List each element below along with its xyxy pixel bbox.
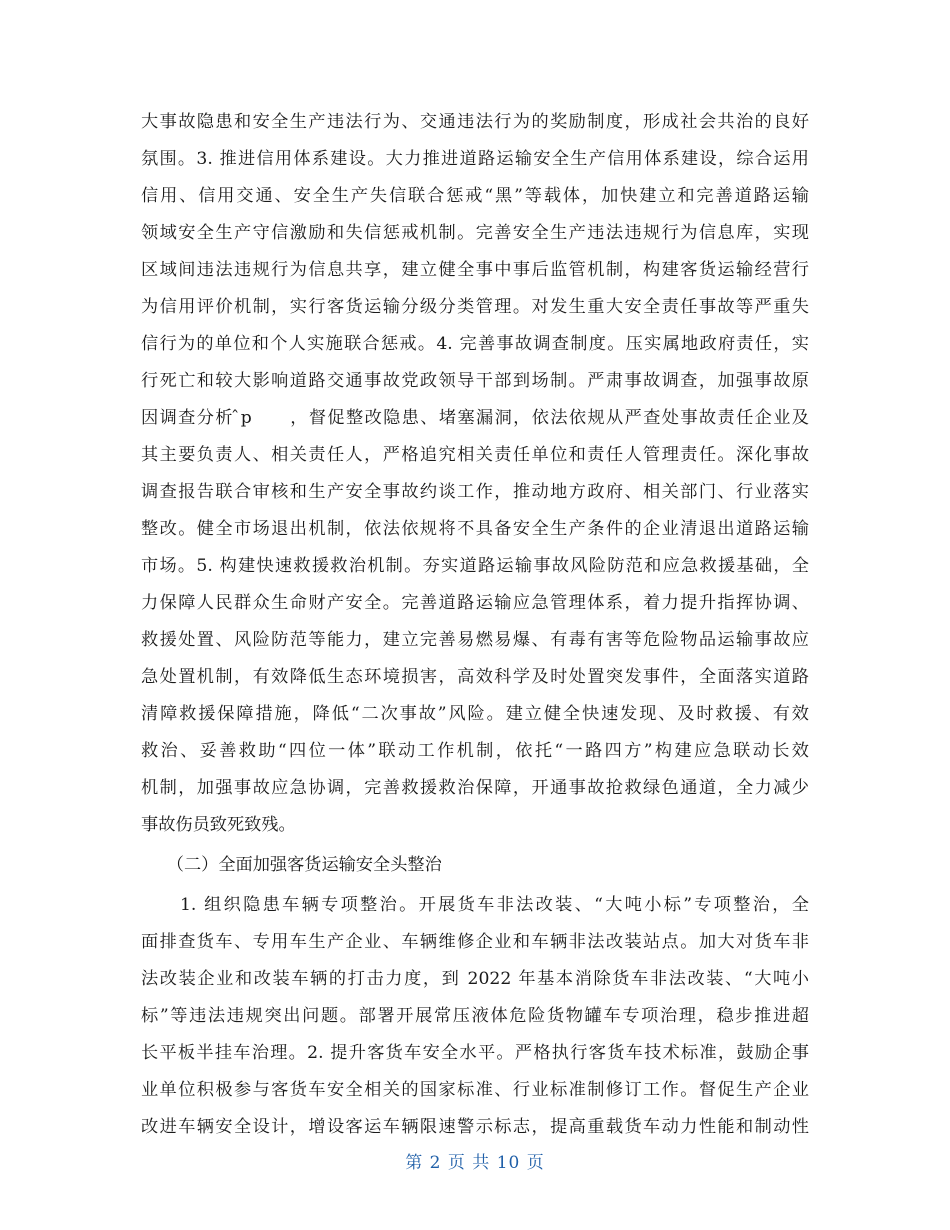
text-line: 氛围。3. 推进信用体系建设。大力推进道路运输安全生产信用体系建设，综合运用 — [141, 149, 809, 169]
text-line: 信行为的单位和个人实施联合惩戒。4. 完善事故调查制度。压实属地政府责任，实 — [141, 334, 809, 354]
text-line: 救治、妥善救助“四位一体”联动工作机制，依托“一路四方”构建应急联动长效 — [141, 741, 809, 761]
text-line: 1. 组织隐患车辆专项整治。开展货车非法改装、“大吨小标”专项整治，全 — [141, 895, 809, 915]
text-line: 区域间违法违规行为信息共享，建立健全事中事后监管机制，构建客货运输经营行 — [141, 260, 809, 280]
text-line: 信用、信用交通、安全生产失信联合惩戒“黑”等载体，加快建立和完善道路运输 — [141, 186, 809, 206]
text-line: 长平板半挂车治理。2. 提升客货车安全水平。严格执行客货车技术标准，鼓励企事 — [141, 1043, 809, 1063]
text-line: 调查报告联合审核和生产安全事故约谈工作，推动地方政府、相关部门、行业落实 — [141, 482, 809, 502]
text-line: 因调查分析 ̂p ，督促整改隐患、堵塞漏洞，依法依规从严查处事故责任企业及 — [141, 408, 809, 428]
text-line: 机制，加强事故应急协调，完善救援救治保障，开通事故抢救绿色通道，全力减少 — [141, 778, 809, 798]
section-heading: （二）全面加强客货运输安全头整治 — [141, 855, 442, 875]
text-line: 其主要负责人、相关责任人，严格追究相关责任单位和责任人管理责任。深化事故 — [141, 445, 809, 465]
text-line: 清障救援保障措施，降低“二次事故”风险。建立健全快速发现、及时救援、有效 — [141, 704, 809, 724]
text-line: 事故伤员致死致残。 — [141, 815, 296, 835]
text-line: 面排查货车、专用车生产企业、车辆维修企业和车辆非法改装站点。加大对货车非 — [141, 932, 809, 952]
text-line: 救援处置、风险防范等能力，建立完善易燃易爆、有毒有害等危险物品运输事故应 — [141, 630, 809, 650]
text-line: 整改。健全市场退出机制，依法依规将不具备安全生产条件的企业清退出道路运输 — [141, 519, 809, 539]
text-line: 领域安全生产守信激励和失信惩戒机制。完善安全生产违法违规行为信息库，实现 — [141, 223, 809, 243]
page-footer — [0, 1148, 950, 1173]
text-line: 行死亡和较大影响道路交通事故党政领导干部到场制。严肃事故调查，加强事故原 — [141, 371, 809, 391]
text-line: 法改装企业和改装车辆的打击力度，到 2022 年基本消除货车非法改装、“大吨小 — [141, 969, 809, 989]
text-line: 业单位积极参与客货车安全相关的国家标准、行业标准制修订工作。督促生产企业 — [141, 1080, 809, 1100]
text-line: 改进车辆安全设计，增设客运车辆限速警示标志，提高重载货车动力性能和制动性 — [141, 1117, 809, 1137]
text-line: 为信用评价机制，实行客货运输分级分类管理。对发生重大安全责任事故等严重失 — [141, 297, 809, 317]
text-line: 标”等违法违规突出问题。部署开展常压液体危险货物罐车专项治理，稳步推进超 — [141, 1006, 809, 1026]
body-text — [141, 104, 809, 1146]
text-line: 力保障人民群众生命财产安全。完善道路运输应急管理体系，着力提升指挥协调、 — [141, 593, 809, 613]
text-line: 市场。5. 构建快速救援救治机制。夯实道路运输事故风险防范和应急救援基础，全 — [141, 556, 809, 576]
text-line: 大事故隐患和安全生产违法行为、交通违法行为的奖励制度，形成社会共治的良好 — [141, 112, 809, 132]
text-line: 急处置机制，有效降低生态环境损害，高效科学及时处置突发事件，全面落实道路 — [141, 667, 809, 687]
page-number-label: 第 2 页 共 10 页 — [405, 1153, 545, 1173]
